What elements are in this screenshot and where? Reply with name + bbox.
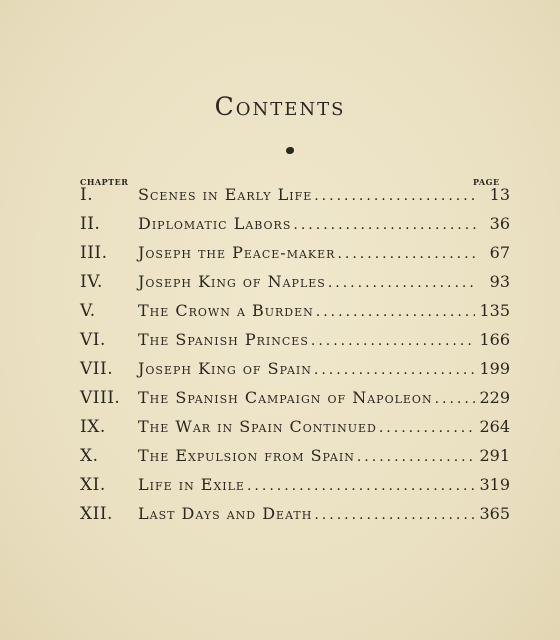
chapter-title: The War in Spain Continued <box>138 417 377 436</box>
chapter-number: I. <box>80 185 94 205</box>
chapter-title: Scenes in Early Life <box>138 185 313 204</box>
ornament-dot <box>286 147 294 154</box>
page-number: 264 <box>479 417 510 436</box>
page-number: 13 <box>489 185 510 204</box>
dot-leader <box>357 449 476 465</box>
chapter-number: X. <box>80 446 99 466</box>
page-number: 291 <box>479 446 510 465</box>
toc-entry <box>80 243 510 272</box>
toc-entry <box>80 504 510 533</box>
chapter-number: VIII. <box>80 388 121 408</box>
chapter-column-header: CHAPTER <box>80 177 129 187</box>
page-number: 365 <box>479 504 510 523</box>
chapter-title: The Expulsion from Spain <box>138 446 355 465</box>
dot-leader <box>314 188 476 204</box>
toc-entry <box>80 214 510 243</box>
toc-entry <box>80 446 510 475</box>
dot-leader <box>311 333 476 349</box>
toc-entry <box>80 185 510 214</box>
chapter-number: V. <box>80 301 96 321</box>
toc-entry <box>80 359 510 388</box>
chapter-title: Life in Exile <box>138 475 245 494</box>
chapter-number: XII. <box>80 504 113 524</box>
chapter-number: XI. <box>80 475 106 495</box>
dot-leader <box>316 304 476 320</box>
toc-entry <box>80 330 510 359</box>
table-of-contents <box>80 185 510 533</box>
page-number: 199 <box>479 359 510 378</box>
chapter-number: II. <box>80 214 101 234</box>
toc-entry <box>80 272 510 301</box>
chapter-number: VI. <box>80 330 106 350</box>
chapter-number: VII. <box>80 359 114 379</box>
page-title: Contents <box>214 92 346 121</box>
chapter-title: The Spanish Campaign of Napoleon <box>138 388 433 407</box>
dot-leader <box>328 275 476 291</box>
chapter-title: The Spanish Princes <box>138 330 309 349</box>
dot-leader <box>379 420 476 436</box>
page-number: 319 <box>479 475 510 494</box>
page-number: 93 <box>489 272 510 291</box>
page-number: 67 <box>489 243 510 262</box>
dot-leader <box>337 246 476 262</box>
chapter-title: Joseph King of Naples <box>138 272 326 291</box>
chapter-title: Joseph the Peace-maker <box>138 243 336 262</box>
page-column-header: PAGE <box>473 177 500 187</box>
page-number: 36 <box>489 214 510 233</box>
dot-leader <box>435 391 476 407</box>
dot-leader <box>314 362 476 378</box>
toc-entry <box>80 417 510 446</box>
toc-entry <box>80 388 510 417</box>
page-number: 229 <box>479 388 510 407</box>
dot-leader <box>247 478 475 494</box>
page-number: 166 <box>479 330 510 349</box>
chapter-title: The Crown a Burden <box>138 301 314 320</box>
chapter-title: Last Days and Death <box>138 504 313 523</box>
chapter-title: Joseph King of Spain <box>138 359 312 378</box>
chapter-number: IX. <box>80 417 106 437</box>
dot-leader <box>293 217 476 233</box>
chapter-title: Diplomatic Labors <box>138 214 292 233</box>
toc-entry <box>80 475 510 504</box>
toc-entry <box>80 301 510 330</box>
page-number: 135 <box>479 301 510 320</box>
chapter-number: IV. <box>80 272 103 292</box>
chapter-number: III. <box>80 243 108 263</box>
dot-leader <box>314 507 475 523</box>
